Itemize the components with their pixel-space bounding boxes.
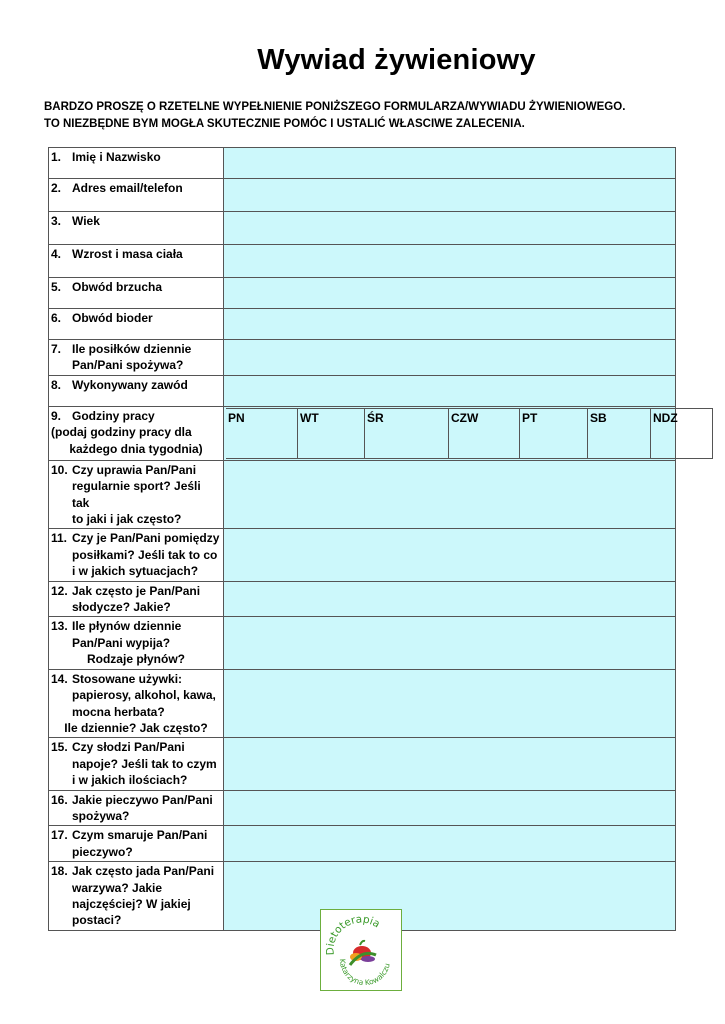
question-number: 16. [51, 792, 68, 807]
intro-line-2: TO NIEZBĘDNE BYM MOGŁA SKUTECZNIE POMÓC I USTALIĆ WŁASCIWE ZALECENIA. [44, 118, 525, 130]
answer-field[interactable] [224, 212, 676, 245]
questionnaire-table [48, 147, 676, 931]
question-row [49, 460, 676, 529]
logo-text-bottom: Katarzyna Kowalczu [337, 958, 392, 988]
question-text: Czy uprawia Pan/Pani [72, 462, 197, 477]
day-cell[interactable]: ŚR [365, 408, 449, 458]
question-number: 15. [51, 740, 68, 755]
answer-field[interactable] [224, 340, 676, 376]
question-row [49, 179, 676, 212]
question-text: Stosowane używki: [72, 671, 183, 686]
question-row [49, 309, 676, 340]
question-text: postaci? [72, 913, 122, 928]
question-text: napoje? Jeśli tak to czym [72, 756, 217, 771]
question-row [49, 340, 676, 376]
logo-text-top: Dietoterapia [324, 913, 382, 956]
question-text: regularnie sport? Jeśli tak [72, 479, 201, 510]
answer-field[interactable] [224, 309, 676, 340]
intro-text [44, 99, 625, 133]
intro-line-1: BARDZO PROSZĘ O RZETELNE WYPEŁNIENIE PONIŻSZEGO FORMULARZA/WYWIADU ŻYWIENIOWEGO. [44, 101, 626, 113]
answer-field[interactable] [224, 179, 676, 212]
question-label [49, 309, 224, 340]
dietoterapia-logo [320, 909, 402, 991]
question-text: Pan/Pani spożywa? [72, 358, 184, 373]
answer-field[interactable] [224, 375, 676, 406]
question-subtext: Rodzaje płynów? [86, 652, 185, 667]
question-text: Jak często je Pan/Pani [72, 583, 201, 598]
question-label [49, 375, 224, 406]
question-label [49, 245, 224, 278]
question-text: najczęściej? W jakiej [72, 896, 191, 911]
answer-field[interactable] [224, 826, 676, 862]
question-number: 8. [51, 377, 62, 392]
question-text: spożywa? [72, 808, 130, 823]
question-text: Obwód bioder [72, 311, 153, 325]
question-text: Wiek [72, 214, 100, 228]
question-subtext: (podaj godziny pracy dla [51, 425, 192, 440]
question-number: 12. [51, 583, 68, 598]
question-label [49, 212, 224, 245]
question-row [49, 669, 676, 738]
answer-field[interactable] [224, 581, 676, 617]
question-number: 2. [51, 181, 62, 195]
question-row [49, 581, 676, 617]
day-cell[interactable]: WT [298, 408, 365, 458]
question-row [49, 278, 676, 309]
question-text: Ile płynów dziennie [72, 619, 182, 634]
question-text: posiłkami? Jeśli tak to co [72, 547, 218, 562]
question-text: pieczywo? [72, 844, 133, 859]
day-cell[interactable]: CZW [449, 408, 520, 458]
question-label [49, 790, 224, 826]
question-text: mocna herbata? [72, 704, 165, 719]
question-number: 18. [51, 864, 68, 879]
question-label [49, 460, 224, 529]
question-text: Adres email/telefon [72, 181, 183, 195]
question-row [49, 212, 676, 245]
answer-field[interactable] [224, 529, 676, 581]
question-label [49, 862, 224, 931]
question-row [49, 245, 676, 278]
question-subtext: każdego dnia tygodnia) [69, 441, 203, 456]
question-text: Imię i Nazwisko [72, 150, 161, 164]
question-label [49, 406, 224, 460]
answer-field[interactable] [224, 738, 676, 790]
day-cell[interactable]: PN [226, 408, 298, 458]
question-label [49, 617, 224, 669]
answer-field[interactable] [224, 617, 676, 669]
answer-field[interactable] [224, 790, 676, 826]
question-text: to jaki i jak często? [72, 512, 182, 527]
question-text: Obwód brzucha [72, 280, 162, 294]
question-number: 13. [51, 619, 68, 634]
question-text: słodycze? Jakie? [72, 600, 171, 615]
question-text: Wzrost i masa ciała [72, 247, 183, 261]
question-number: 5. [51, 280, 62, 294]
question-text: Jak często jada Pan/Pani [72, 864, 215, 879]
answer-field[interactable] [224, 245, 676, 278]
question-number: 9. [51, 408, 62, 423]
question-row [49, 375, 676, 406]
question-row [49, 529, 676, 581]
question-number: 11. [51, 531, 68, 546]
question-text: warzywa? Jakie [72, 880, 163, 895]
question-label [49, 581, 224, 617]
day-cell[interactable]: NDZ [651, 408, 713, 458]
question-row [49, 406, 676, 460]
answer-field[interactable] [224, 669, 676, 738]
question-row [49, 790, 676, 826]
question-row [49, 738, 676, 790]
question-text: Pan/Pani wypija? [72, 635, 171, 650]
day-cell[interactable]: PT [520, 408, 588, 458]
question-label [49, 669, 224, 738]
answer-field[interactable] [224, 460, 676, 529]
question-number: 4. [51, 247, 62, 261]
question-label [49, 340, 224, 376]
weekday-table [226, 408, 713, 459]
question-text: i w jakich ilościach? [72, 773, 188, 788]
question-text: i w jakich sytuacjach? [72, 564, 199, 579]
question-text: papierosy, alkohol, kawa, [72, 688, 216, 703]
question-label [49, 278, 224, 309]
question-number: 10. [51, 462, 68, 477]
question-text: Czy słodzi Pan/Pani [72, 740, 185, 755]
question-row [49, 617, 676, 669]
question-text: Ile posiłków dziennie [72, 342, 192, 356]
question-number: 1. [51, 150, 62, 164]
question-row [49, 148, 676, 179]
question-label [49, 738, 224, 790]
question-label [49, 148, 224, 179]
question-number: 7. [51, 342, 62, 356]
question-text: Jakie pieczywo Pan/Pani [72, 792, 213, 807]
question-label [49, 529, 224, 581]
day-cell[interactable]: SB [588, 408, 651, 458]
answer-field[interactable] [224, 862, 676, 931]
question-text: Godziny pracy [72, 408, 155, 423]
question-number: 3. [51, 214, 62, 228]
question-row [49, 826, 676, 862]
question-label [49, 179, 224, 212]
question-text: Czym smaruje Pan/Pani [72, 828, 208, 843]
question-number: 17. [51, 828, 68, 843]
question-number: 6. [51, 311, 62, 325]
question-subtext: Ile dziennie? Jak często? [64, 720, 208, 735]
answer-field[interactable] [224, 278, 676, 309]
work-hours-grid[interactable] [224, 406, 676, 460]
page-title: Wywiad żywieniowy [257, 44, 536, 76]
answer-field[interactable] [224, 148, 676, 179]
question-number: 14. [51, 671, 68, 686]
question-text: Czy je Pan/Pani pomiędzy [72, 531, 220, 546]
question-text: Wykonywany zawód [72, 377, 188, 392]
question-label [49, 826, 224, 862]
